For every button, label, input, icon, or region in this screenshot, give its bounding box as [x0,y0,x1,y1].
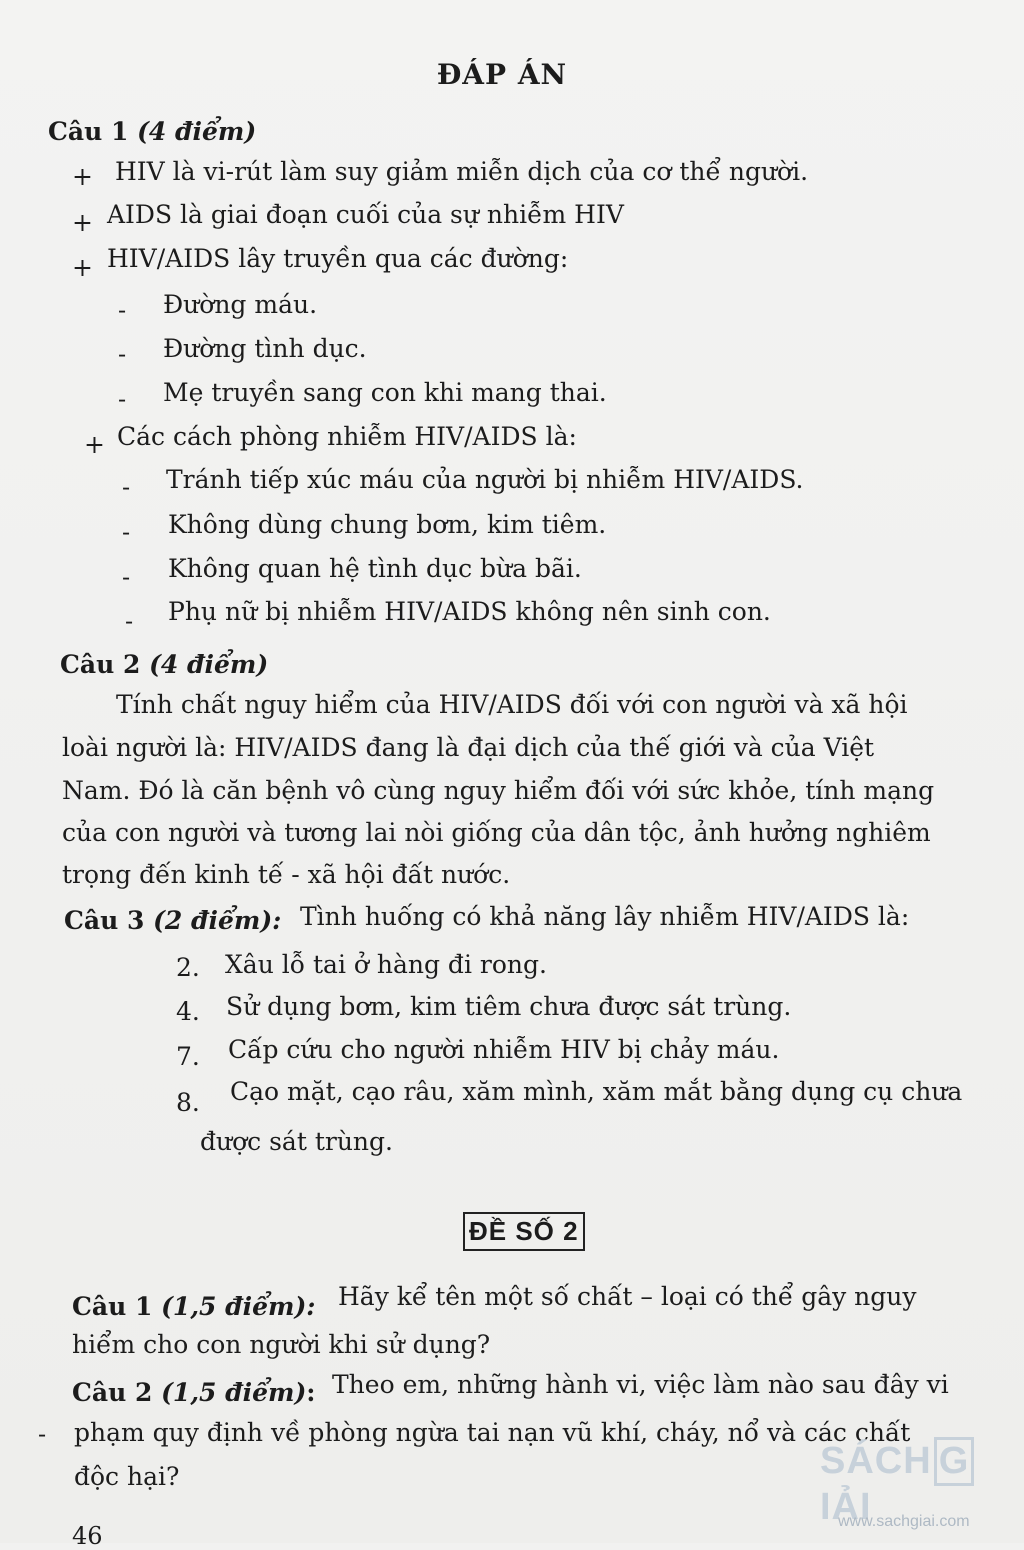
q3-intro: Tình huống có khả năng lây nhiễm HIV/AIDS là: [300,902,910,931]
route-item: Mẹ truyền sang con khi mang thai. [163,378,607,407]
q1-prevent-intro: Các cách phòng nhiễm HIV/AIDS là: [117,422,577,451]
d2-q1-label: Câu 1 [72,1292,153,1321]
dash-bullet: - [122,518,131,546]
q3-item-text: Cạo mặt, cạo râu, xăm mình, xăm mắt bằng dụng cụ chưa [230,1077,963,1106]
dash-bullet: - [125,607,134,635]
q1-item-1: HIV là vi-rút làm suy giảm miễn dịch của cơ thể người. [115,157,809,186]
q2-label: Câu 2 [60,650,141,679]
prevent-item: Phụ nữ bị nhiễm HIV/AIDS không nên sinh con. [168,597,771,626]
q1-label: Câu 1 [48,117,129,146]
d2-q2-text: phạm quy định về phòng ngừa tai nạn vũ khí, cháy, nổ và các chất [74,1418,911,1447]
watermark-text: SÁCH [820,1440,932,1482]
page-title: ĐÁP ÁN [436,58,568,91]
route-item: Đường máu. [163,290,318,319]
page-number: 46 [72,1522,103,1550]
prevent-item: Không quan hệ tình dục bừa bãi. [168,554,582,583]
d2-q1-text: hiểm cho con người khi sử dụng? [72,1330,491,1359]
q2-paragraph-line: của con người và tương lai nòi giống của dân tộc, ảnh hưởng nghiêm [62,818,931,847]
d2-q2-points: (1,5 điểm) [161,1378,307,1407]
d2-q1-text: Hãy kể tên một số chất – loại có thể gây nguy [338,1282,917,1311]
q1-item-2: AIDS là giai đoạn cuối của sự nhiễm HIV [107,200,624,229]
dash-bullet: - [122,563,131,591]
dash-bullet: - [118,340,127,368]
q3-item-text: Cấp cứu cho người nhiễm HIV bị chảy máu. [228,1035,780,1064]
q3-heading [64,906,281,935]
q3-item-text: Xâu lỗ tai ở hàng đi rong. [225,950,547,979]
q3-points: (2 điểm): [153,906,282,935]
section-heading-de-so-2: ĐỀ SỐ 2 [463,1212,585,1251]
q3-item-continuation: được sát trùng. [200,1127,393,1156]
d2-q2-text: độc hại? [74,1462,180,1491]
d2-q2-text: Theo em, những hành vi, việc làm nào sau đây vi [332,1370,949,1399]
q3-item-text: Sử dụng bơm, kim tiêm chưa được sát trùng. [226,992,792,1021]
q2-paragraph-line: Tính chất nguy hiểm của HIV/AIDS đối với con người và xã hội [116,690,908,719]
d2-q2-heading [72,1378,316,1407]
q1-points: (4 điểm) [137,117,257,146]
d2-q1-heading [72,1292,316,1321]
d2-q2-colon: : [306,1378,316,1407]
watermark-url: www.sachgiai.com [838,1513,970,1530]
dash-bullet: - [118,296,127,324]
q1-item-3: HIV/AIDS lây truyền qua các đường: [107,244,569,273]
q2-points: (4 điểm) [149,650,269,679]
plus-bullet: + [72,162,93,191]
watermark-text: IẢI [820,1486,872,1528]
plus-bullet: + [72,208,93,237]
dash-bullet: - [122,473,131,501]
q3-item-number: 4. [176,997,200,1026]
q3-item-number: 7. [176,1042,200,1071]
dash-bullet: - [118,385,127,413]
q2-paragraph-line: trọng đến kinh tế - xã hội đất nước. [62,860,511,889]
q2-heading [60,650,268,679]
plus-bullet: + [84,430,105,459]
q1-heading [48,117,256,146]
prevent-item: Không dùng chung bơm, kim tiêm. [168,510,607,539]
prevent-item: Tránh tiếp xúc máu của người bị nhiễm HIV/AIDS. [166,465,804,494]
route-item: Đường tình dục. [163,334,367,363]
q2-paragraph-line: Nam. Đó là căn bệnh vô cùng nguy hiểm đối với sức khỏe, tính mạng [62,776,935,805]
q3-label: Câu 3 [64,906,145,935]
margin-mark: - [38,1420,47,1448]
q3-item-number: 8. [176,1088,200,1117]
plus-bullet: + [72,253,93,282]
d2-q1-points: (1,5 điểm): [161,1292,316,1321]
q3-item-number: 2. [176,953,200,982]
d2-q2-label: Câu 2 [72,1378,153,1407]
watermark-boxed-letter: G [934,1437,975,1486]
q2-paragraph-line: loài người là: HIV/AIDS đang là đại dịch của thế giới và của Việt [62,733,875,762]
